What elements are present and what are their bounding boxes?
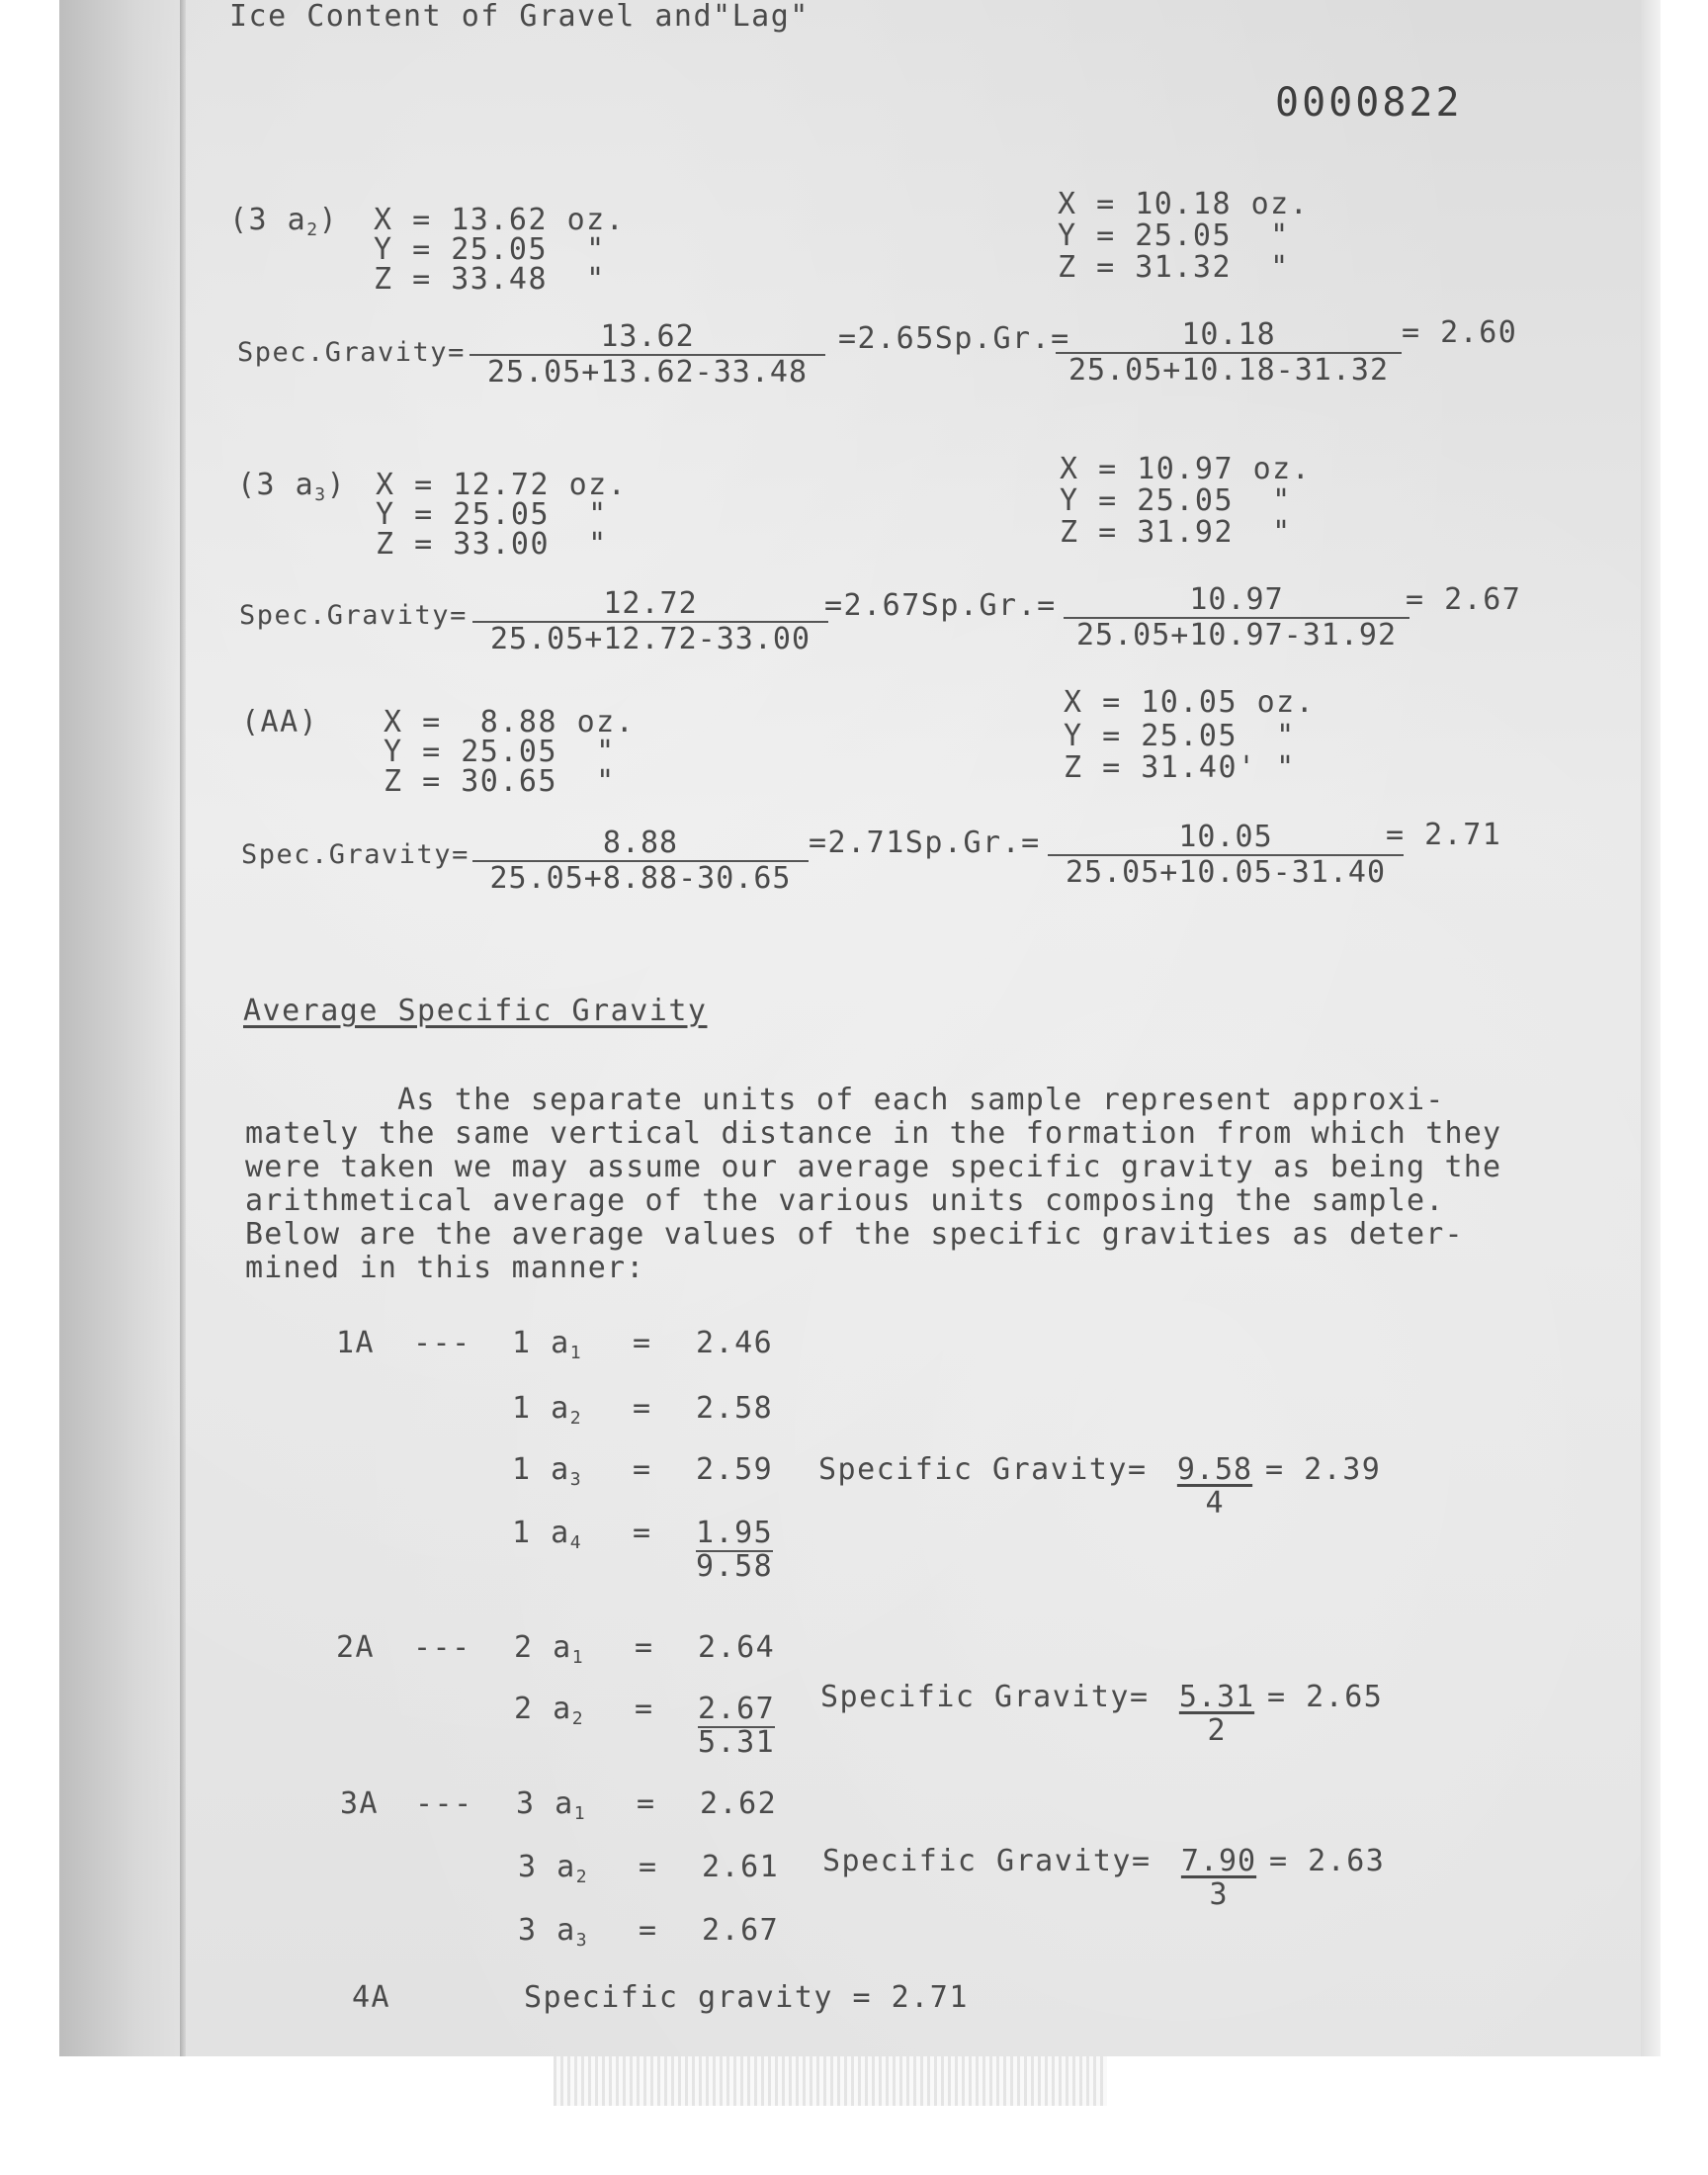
unit-sum: 9.58 bbox=[696, 1549, 774, 1584]
paragraph-line: were taken we may assume our average specific gravity as being the bbox=[245, 1150, 1502, 1184]
fraction-numerator: 7.90 bbox=[1180, 1844, 1257, 1878]
sample-label: 3A bbox=[340, 1786, 380, 1821]
unit-value: 2.67 bbox=[698, 1692, 776, 1726]
spec-gravity-left-result: =2.71Sp.Gr.= bbox=[809, 826, 1041, 860]
specific-gravity-label: Specific Gravity= bbox=[822, 1844, 1152, 1878]
fraction-numerator: 10.97 bbox=[1189, 582, 1284, 617]
right-x-value: X = 10.97 oz. bbox=[1060, 452, 1312, 486]
unit-equals: = bbox=[637, 1786, 656, 1821]
left-x-value: X = 13.62 oz. bbox=[374, 203, 626, 237]
unit-equals: = bbox=[633, 1516, 652, 1550]
right-y-value: Y = 25.05 " bbox=[1064, 719, 1296, 753]
fraction-numerator: 12.72 bbox=[603, 586, 698, 621]
specific-gravity-result: = 2.65 bbox=[1267, 1680, 1384, 1714]
unit-equals: = bbox=[633, 1326, 652, 1360]
fraction-denominator: 25.05+10.05-31.40 bbox=[1048, 854, 1404, 890]
fraction-numerator: 13.62 bbox=[600, 319, 695, 354]
fraction-numerator: 10.05 bbox=[1178, 820, 1273, 854]
unit-name: 2 $a_2$ bbox=[514, 1692, 585, 1729]
specific-gravity-result: = 2.39 bbox=[1265, 1452, 1382, 1487]
page-fold-line bbox=[180, 0, 186, 2056]
unit-value: 2.58 bbox=[696, 1391, 774, 1426]
unit-value: 1.95 bbox=[696, 1516, 774, 1550]
paragraph-line: mined in this manner: bbox=[245, 1251, 645, 1285]
specific-gravity-statement: Specific gravity = 2.71 bbox=[524, 1980, 969, 2015]
right-x-value: X = 10.18 oz. bbox=[1058, 187, 1310, 221]
document-number: 0000822 bbox=[1275, 80, 1463, 126]
right-x-value: X = 10.05 oz. bbox=[1064, 685, 1316, 720]
fraction-denominator: 3 bbox=[1209, 1877, 1229, 1912]
page-title: Ice Content of Gravel and"Lag" bbox=[229, 0, 810, 34]
right-y-value: Y = 25.05 " bbox=[1060, 483, 1292, 518]
unit-equals: = bbox=[633, 1452, 652, 1487]
unit-name: 1 $a_2$ bbox=[512, 1391, 583, 1429]
unit-name: 2 $a_1$ bbox=[514, 1630, 585, 1668]
fraction-denominator: 25.05+8.88-30.65 bbox=[472, 860, 809, 896]
unit-value: 2.67 bbox=[702, 1913, 780, 1948]
specific-gravity-fraction bbox=[1174, 1845, 1263, 1912]
spec-gravity-left-result: =2.65Sp.Gr.= bbox=[838, 321, 1070, 356]
unit-equals: = bbox=[639, 1913, 658, 1948]
fraction-numerator: 9.58 bbox=[1176, 1452, 1253, 1487]
right-z-value: Z = 31.40' " bbox=[1064, 750, 1296, 785]
fraction-denominator: 2 bbox=[1207, 1713, 1227, 1748]
right-z-value: Z = 31.32 " bbox=[1058, 250, 1290, 285]
fraction-numerator: 5.31 bbox=[1178, 1680, 1255, 1714]
unit-value: 2.62 bbox=[700, 1786, 778, 1821]
spec-gravity-right-result: = 2.71 bbox=[1386, 818, 1502, 852]
spec-gravity-right-result: = 2.67 bbox=[1406, 582, 1522, 617]
specific-gravity-label: Specific Gravity= bbox=[818, 1452, 1148, 1487]
unit-value: 2.61 bbox=[702, 1850, 780, 1884]
unit-equals: = bbox=[635, 1630, 654, 1665]
section-label: (3 $a_3$) bbox=[237, 468, 347, 505]
unit-name: 3 $a_2$ bbox=[518, 1850, 589, 1887]
left-x-value: X = 12.72 oz. bbox=[376, 468, 628, 502]
left-y-value: Y = 25.05 " bbox=[374, 232, 606, 267]
unit-sum: 5.31 bbox=[698, 1725, 776, 1760]
spec-gravity-right-fraction bbox=[1048, 821, 1404, 890]
left-z-value: Z = 33.00 " bbox=[376, 527, 608, 562]
page-edge-shadow bbox=[59, 0, 188, 2056]
section-label: (AA) bbox=[241, 705, 319, 740]
left-z-value: Z = 33.48 " bbox=[374, 262, 606, 297]
spec-gravity-right-fraction bbox=[1056, 318, 1402, 388]
fraction-denominator: 4 bbox=[1205, 1486, 1225, 1521]
specific-gravity-result: = 2.63 bbox=[1269, 1844, 1386, 1878]
spec-gravity-right-result: = 2.60 bbox=[1402, 315, 1518, 350]
sample-dash: --- bbox=[415, 1786, 473, 1821]
unit-name: 1 $a_3$ bbox=[512, 1452, 583, 1490]
paragraph-line: Below are the average values of the specific gravities as deter- bbox=[245, 1217, 1464, 1252]
unit-value: 2.46 bbox=[696, 1326, 774, 1360]
left-z-value: Z = 30.65 " bbox=[384, 764, 616, 799]
sample-label: 1A bbox=[336, 1326, 376, 1360]
unit-value: 2.64 bbox=[698, 1630, 776, 1665]
unit-name: 3 $a_3$ bbox=[518, 1913, 589, 1951]
paragraph-line: mately the same vertical distance in the formation from which they bbox=[245, 1116, 1502, 1151]
fraction-denominator: 25.05+10.18-31.32 bbox=[1056, 352, 1402, 388]
right-y-value: Y = 25.05 " bbox=[1058, 218, 1290, 253]
left-y-value: Y = 25.05 " bbox=[376, 497, 608, 532]
spec-gravity-left-fraction bbox=[472, 826, 809, 896]
spec-gravity-left-result: =2.67Sp.Gr.= bbox=[824, 588, 1057, 623]
fraction-denominator: 25.05+12.72-33.00 bbox=[472, 621, 828, 656]
specific-gravity-fraction bbox=[1170, 1453, 1259, 1521]
right-z-value: Z = 31.92 " bbox=[1060, 515, 1292, 550]
spec-gravity-left-fraction bbox=[472, 587, 828, 656]
paragraph-line: arithmetical average of the various units composing the sample. bbox=[245, 1183, 1445, 1218]
document-page bbox=[59, 0, 1661, 2056]
unit-name: 3 $a_1$ bbox=[516, 1786, 587, 1824]
sample-dash: --- bbox=[413, 1326, 471, 1360]
scan-artifact-strip bbox=[554, 2056, 1107, 2106]
sample-dash: --- bbox=[413, 1630, 471, 1665]
section-label: (3 $a_2$) bbox=[229, 203, 339, 240]
body-paragraph bbox=[245, 1084, 1560, 1285]
unit-equals: = bbox=[639, 1850, 658, 1884]
spec-gravity-label: Spec.Gravity= bbox=[239, 600, 468, 631]
left-x-value: X = 8.88 oz. bbox=[384, 705, 636, 740]
unit-name: 1 $a_4$ bbox=[512, 1516, 583, 1553]
spec-gravity-label: Spec.Gravity= bbox=[237, 337, 466, 368]
sample-label: 4A bbox=[352, 1980, 391, 2015]
fraction-denominator: 25.05+13.62-33.48 bbox=[470, 354, 825, 390]
sample-label: 2A bbox=[336, 1630, 376, 1665]
fraction-denominator: 25.05+10.97-31.92 bbox=[1064, 617, 1409, 652]
unit-value: 2.59 bbox=[696, 1452, 774, 1487]
specific-gravity-fraction bbox=[1172, 1681, 1261, 1748]
spec-gravity-right-fraction bbox=[1064, 583, 1409, 652]
unit-equals: = bbox=[633, 1391, 652, 1426]
spec-gravity-label: Spec.Gravity= bbox=[241, 839, 470, 870]
left-y-value: Y = 25.05 " bbox=[384, 735, 616, 769]
unit-name: 1 $a_1$ bbox=[512, 1326, 583, 1363]
specific-gravity-label: Specific Gravity= bbox=[820, 1680, 1150, 1714]
unit-equals: = bbox=[635, 1692, 654, 1726]
spec-gravity-left-fraction bbox=[470, 320, 825, 390]
section-heading: Average Specific Gravity bbox=[243, 994, 708, 1028]
fraction-numerator: 8.88 bbox=[602, 826, 679, 860]
page-edge-right bbox=[1641, 0, 1661, 2056]
fraction-numerator: 10.18 bbox=[1181, 317, 1276, 352]
paragraph-line: As the separate units of each sample represent approxi- bbox=[245, 1083, 1445, 1117]
